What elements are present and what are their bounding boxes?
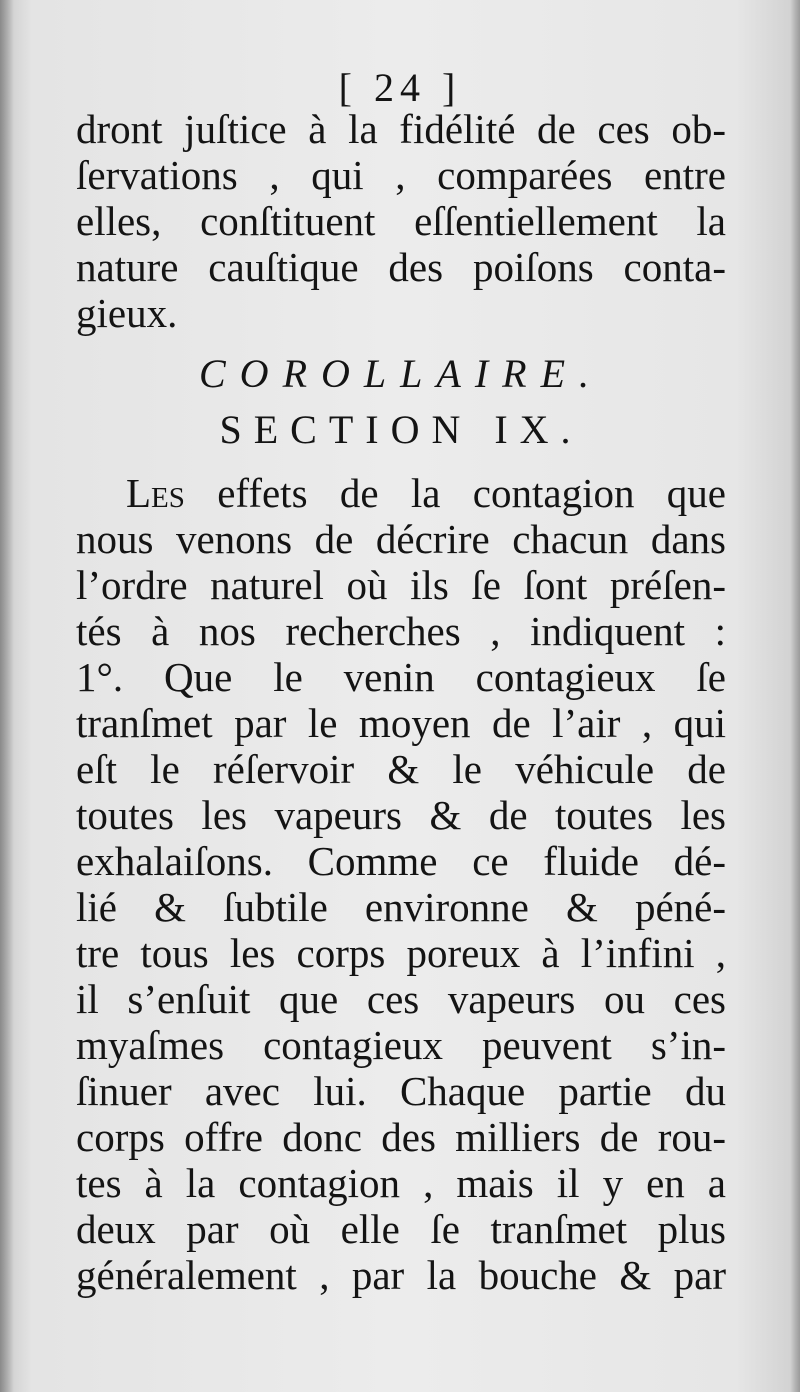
text-line: tre tous les corps poreux à l’infini , [76, 930, 726, 976]
text-line: gieux. [76, 290, 178, 336]
text-line: corps offre donc des milliers de rou- [76, 1114, 726, 1160]
text-block [76, 106, 726, 1298]
page-shadow-left [0, 0, 14, 1392]
text-line: 1°. Que le venin contagieux ſe [76, 654, 726, 700]
page-shadow-right [790, 0, 800, 1392]
text-line: nature cauſtique des poiſons conta- [76, 244, 726, 290]
corollary-heading: COROLLAIRE. [199, 351, 603, 396]
text-line: exhalaiſons. Comme ce fluide dé- [76, 838, 726, 884]
text-line: tés à nos recherches , indiquent : [76, 608, 726, 654]
page-number: [ 24 ] [338, 65, 462, 110]
text-line: il s’enſuit que ces vapeurs ou ces [76, 976, 726, 1022]
text-line: deux par où elle ſe tranſmet plus [76, 1206, 726, 1252]
paragraph-line-rest: effets de la contagion que [217, 470, 726, 516]
paragraph-initial-word: Les [126, 470, 185, 516]
text-line: tes à la contagion , mais il y en a [76, 1160, 726, 1206]
text-line: lié & ſubtile environne & péné- [76, 884, 726, 930]
paragraph-first-line [76, 470, 726, 516]
text-line: toutes les vapeurs & de toutes les [76, 792, 726, 838]
text-line: l’ordre naturel où ils ſe ſont préſen- [76, 562, 726, 608]
section-heading: SECTION IX. [219, 407, 583, 452]
text-line: nous venons de décrire chacun dans [76, 516, 726, 562]
text-line: généralement , par la bouche & par [76, 1252, 726, 1298]
text-line: myaſmes contagieux peuvent s’in- [76, 1022, 726, 1068]
text-line: dront juſtice à la fidélité de ces ob- [76, 106, 726, 152]
text-line: elles, conſtituent eſſentiellement la [76, 198, 726, 244]
text-line: tranſmet par le moyen de l’air , qui [76, 700, 726, 746]
text-line: ſinuer avec lui. Chaque partie du [76, 1068, 726, 1114]
text-line: eſt le réſervoir & le véhicule de [76, 746, 726, 792]
text-line: ſervations , qui , comparées entre [76, 152, 726, 198]
